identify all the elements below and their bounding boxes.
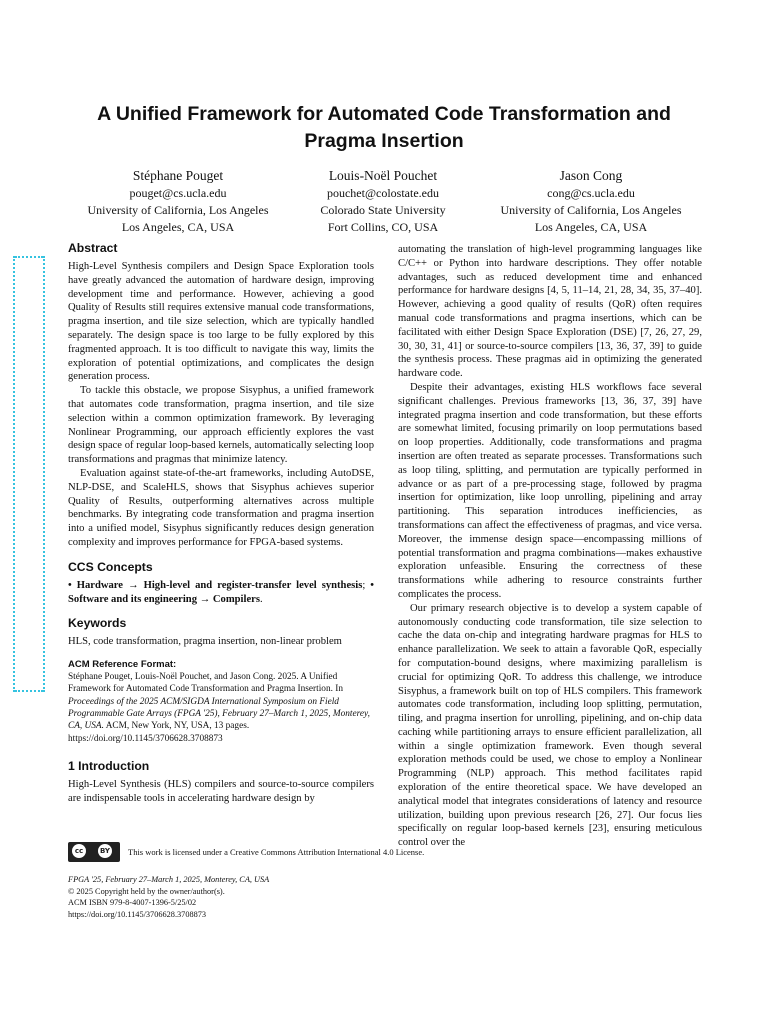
license-text: This work is licensed under a Creative Commons Attribution International 4.0 License. [128, 847, 425, 857]
creative-commons-icon[interactable] [68, 842, 120, 862]
introduction-heading: 1 Introduction [68, 758, 150, 773]
left-column [68, 241, 374, 806]
abstract-paragraph: High-Level Synthesis compilers and Design Space Exploration tools have greatly advanced the automation of hardware design, improving development time and performance. However, achieving a good Quality of Results still requires extensive manual code transformations, pragma insertion, and tile size selection, which are typically handled separately. The design space is too large to be fully explored by this fragmented approach. It is too difficult to navigate this way, limits the exploration of potential optimizations, and complicates the design generation process. [68, 261, 374, 383]
reference-format-heading: ACM Reference Format: [68, 659, 177, 671]
ccs-arrow: → [197, 593, 213, 605]
ccs-bullet: • Hardware [68, 579, 124, 591]
ccs-concepts [68, 579, 374, 607]
ccs-heading: CCS Concepts [68, 559, 153, 574]
ccs-concept: Compilers [212, 593, 260, 605]
ccs-arrow: → [123, 579, 144, 591]
author-email[interactable]: pouchet@colostate.edu [326, 186, 439, 200]
introduction-paragraph: Despite their advantages, existing HLS workflows face several significant challenges. Previous frameworks [13, 36, 37, 39] have integrated pragma insertion and code transformation, but these efforts are somewhat limited, focusing primarily on loop permutations based on loop properties. Additionally, code transformations and pragma insertion are often treated as separate processes. Transformations such as loop tiling, splitting, and permutation are typically performed in advance or as part of a pre-processing stage, followed by pragma insertion for optimization, like loop unrolling, pipelining and array partitioning. This separation introduces inefficiencies, as transformations can affect the effectiveness of pragmas, and vice versa. Moreover, the immense design space—encompassing millions of potential transformation and pragma combinations—makes exhaustive exploration unfeasible. Ensuring the correctness of these transformations while adhering to resource constraints further complicates the process. [398, 381, 702, 600]
introduction-paragraph: Our primary research objective is to develop a system capable of autonomously conducting code transformation, tile size selection to cache the data on-chip and integrating hardware pragmas for HLS to enhance parallelization. We seek to attain a favorable QoR, especially for computation-bound designs, where maximizing parallelism is crucial for optimizing QoR. To address this challenge, we introduce Sisyphus, a framework built on top of HLS compilers. This framework automates code transformation, including loop splitting, permutation, tiling, and pragma insertion for unrolling, pipelining, and on-chip data caching while partitioning arrays to ensure efficient parallelization, all within a single optimization framework. Even though several exploration methods could be used, we chose to employ a Nonlinear Programming (NLP) approach. This method facilitates rapid exploration of the entire theoretical space. We have developed an analytical model that integrates considerations of latency and resource utilization, building upon previous research [26, 27]. Our focus lies specifically on regular loop-based kernels [23], ensuring meticulous control over the [398, 602, 702, 849]
ccs-end: . [259, 593, 263, 605]
footer-copyright: © 2025 Copyright held by the owner/author(s). [68, 886, 225, 896]
author-affiliation: University of California, Los Angeles [500, 203, 682, 217]
author-location: Los Angeles, CA, USA [121, 220, 235, 234]
abstract-heading: Abstract [68, 241, 118, 255]
reference-proceedings: Proceedings of the 2025 ACM/SIGDA International Symposium on Field Programmable Gate Arrays (FPGA '25), February 27–March 1, 2025, Monterey, CA, USA. [68, 696, 370, 732]
paper-title: A Unified Framework for Automated Code Transformation and Pragma Insertion [97, 103, 671, 152]
author-block-1 [60, 166, 296, 236]
author-email[interactable]: cong@cs.ucla.edu [547, 186, 635, 200]
reference-rest: ACM, New York, NY, USA, 13 pages. https://doi.org/10.1145/3706628.3708873 [68, 721, 250, 744]
author-block-2 [270, 166, 496, 236]
reference-format-text [68, 671, 374, 745]
keywords-text: HLS, code transformation, pragma insertion, non-linear problem [68, 636, 342, 648]
cc-icon: cc [72, 844, 86, 858]
right-column [398, 243, 702, 850]
keywords-heading: Keywords [68, 616, 127, 631]
footer-venue: FPGA '25, February 27–March 1, 2025, Monterey, CA, USA [68, 875, 270, 884]
license-notice [68, 842, 508, 862]
author-affiliation: Colorado State University [320, 203, 446, 217]
author-location: Fort Collins, CO, USA [327, 220, 439, 234]
author-affiliation: University of California, Los Angeles [87, 203, 269, 217]
introduction-paragraph: High-Level Synthesis (HLS) compilers and source-to-source compilers are indispensable tools in accelerating hardware design by [68, 778, 374, 804]
abstract-paragraph: To tackle this obstacle, we propose Sisyphus, a unified framework that automates code transformation, pragma insertion, and tile size selection within a common optimization framework. By leveraging Nonlinear Programming, our approach efficiently explores the vast design space of regular loop-based kernels, automatically selecting loop transformations and pragmas that minimize latency. [68, 385, 374, 466]
introduction-paragraph: automating the translation of high-level programming languages like C/C++ or Python into hardware descriptions. They offer notable advantages, such as reduced development time and enhanced performance for hardware designs [4, 5, 11–14, 21, 28, 34, 35, 37–40]. However, achieving a good quality of results (QoR) often requires manual code transformations and pragma insertions, which can be facilitated with either Design Space Exploration (DSE) [7, 26, 27, 29, 30, 30, 31, 41] or source-to-source compilers [13, 36, 37, 39] to guide the synthesis process. These pragmas aid in optimizing the generated hardware code. [398, 244, 702, 380]
attribution-icon: BY [98, 844, 112, 858]
ccs-bullet: • Software and its engineering [68, 579, 375, 605]
author-name: Louis-Noël Pouchet [328, 168, 438, 183]
author-name: Stéphane Pouget [132, 168, 224, 183]
author-email[interactable]: pouget@cs.ucla.edu [129, 186, 227, 200]
abstract-paragraph: Evaluation against state-of-the-art frameworks, including AutoDSE, NLP-DSE, and ScaleHLS, shows that Sisyphus achieves superior Quality of Results, outperforming alternatives across multiple benchmarks. By integrating code transformation and pragma insertion into a unified model, Sisyphus significantly reduces design generation complexity and improves performance for FPGA-based systems. [68, 467, 374, 548]
reference-authors: Stéphane Pouget, Louis-Noël Pouchet, and Jason Cong. 2025. A Unified Framework for Automated Code Transformation and Pragma Insertion. In [68, 672, 343, 695]
author-location: Los Angeles, CA, USA [534, 220, 648, 234]
publication-footer [68, 874, 368, 920]
footer-isbn: ACM ISBN 979-8-4007-1396-5/25/02 [68, 898, 197, 908]
author-block-3 [484, 166, 698, 236]
margin-annotation-box [13, 256, 45, 692]
ccs-separator: ; [362, 579, 371, 591]
footer-doi[interactable]: https://doi.org/10.1145/3706628.3708873 [68, 909, 207, 919]
author-name: Jason Cong [559, 168, 623, 183]
ccs-concept: High-level and register-transfer level synthesis [143, 579, 363, 591]
